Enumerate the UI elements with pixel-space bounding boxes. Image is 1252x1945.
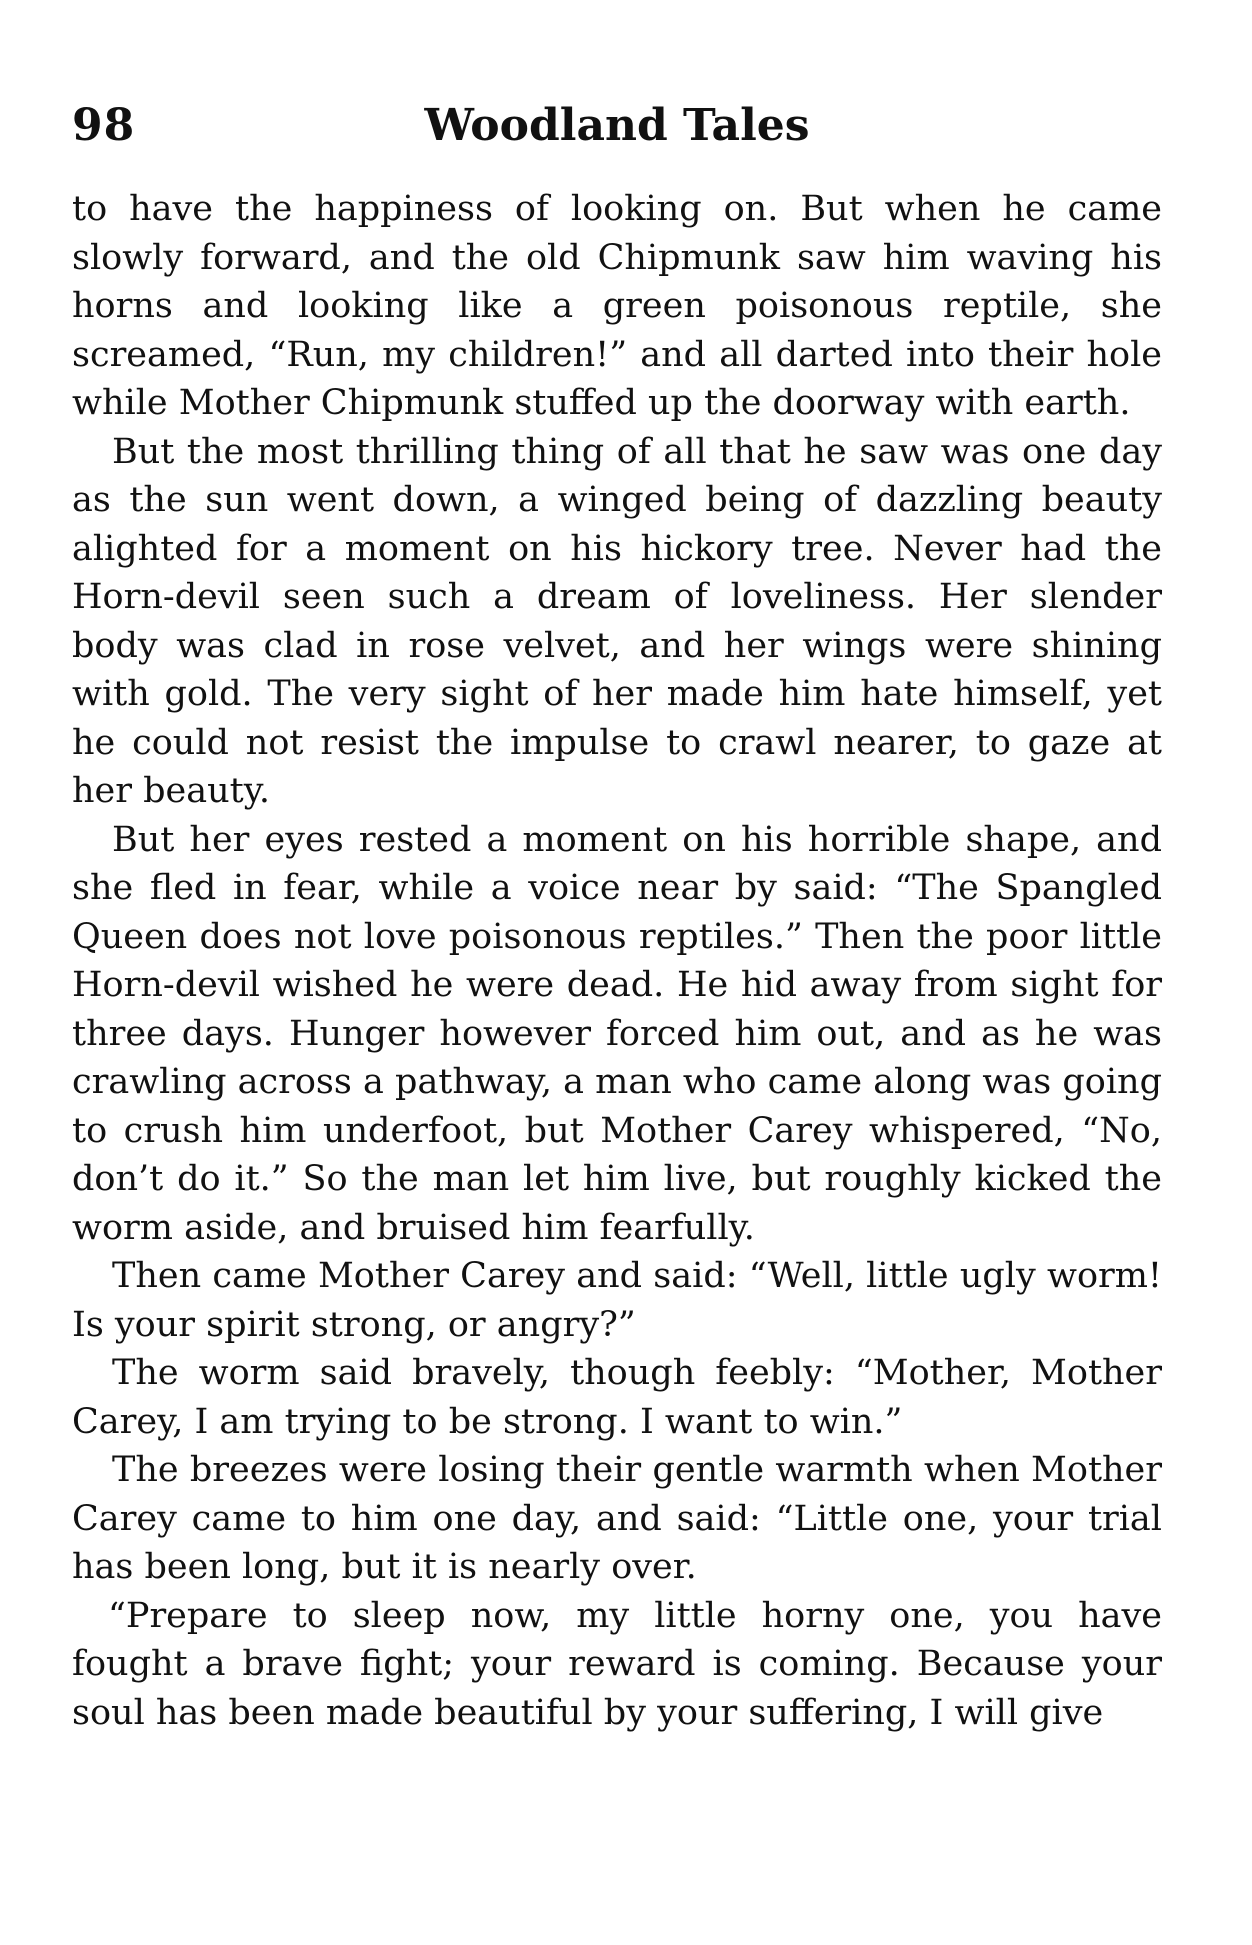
paragraph-prepare-to-sleep: “Prepare to sleep now, my little horny one, you have fought a brave fight; your reward is coming. Because your soul has been made beautiful by your suffering, I will give bbox=[72, 1595, 1162, 1733]
paragraph-spangled-queen: But her eyes rested a moment on his horrible shape, and she fled in fear, while a voice near by said: “The Spangled Queen does not love poisonous reptiles.” Then the poor little Horn-devil wished he were dead. He hid away from sight for three days. Hunger however forced him out, and as he was crawling across a pathway, a man who came along was going to crush him underfoot, but Mother Carey whispered, “No, don’t do it.” So the man let him live, but roughly kicked the worm aside, and bruised him fearfully. bbox=[72, 819, 1162, 1248]
body-text bbox=[72, 185, 1162, 1737]
page-header bbox=[72, 100, 1162, 170]
running-title: Woodland Tales bbox=[424, 100, 810, 151]
paragraph-breezes: The breezes were losing their gentle warmth when Mother Carey came to him one day, and said: “Little one, your trial has been long, but it is nearly over. bbox=[72, 1450, 1162, 1587]
paragraph-mother-carey-question: Then came Mother Carey and said: “Well, little ugly worm! Is your spirit strong, or angry?” bbox=[72, 1256, 1162, 1345]
paragraph-winged-being: But the most thrilling thing of all that he saw was one day as the sun went down, a winged being of dazzling beauty alighted for a moment on his hickory tree. Never had the Horn-devil seen such a dream of loveliness. Her slender body was clad in rose velvet, and her wings were shining with gold. The very sight of her made him hate himself, yet he could not resist the impulse to crawl nearer, to gaze at her beauty. bbox=[72, 431, 1162, 811]
page-number: 98 bbox=[72, 100, 136, 151]
paragraph-worm-reply: The worm said bravely, though feebly: “Mother, Mother Carey, I am trying to be strong. I want to win.” bbox=[72, 1353, 1162, 1442]
paragraph-continuation: to have the happiness of looking on. But when he came slowly forward, and the old Chipmunk saw him waving his horns and looking like a green poisonous reptile, she screamed, “Run, my children!” and all darted into their hole while Mother Chipmunk stuffed up the doorway with earth. bbox=[72, 189, 1162, 423]
